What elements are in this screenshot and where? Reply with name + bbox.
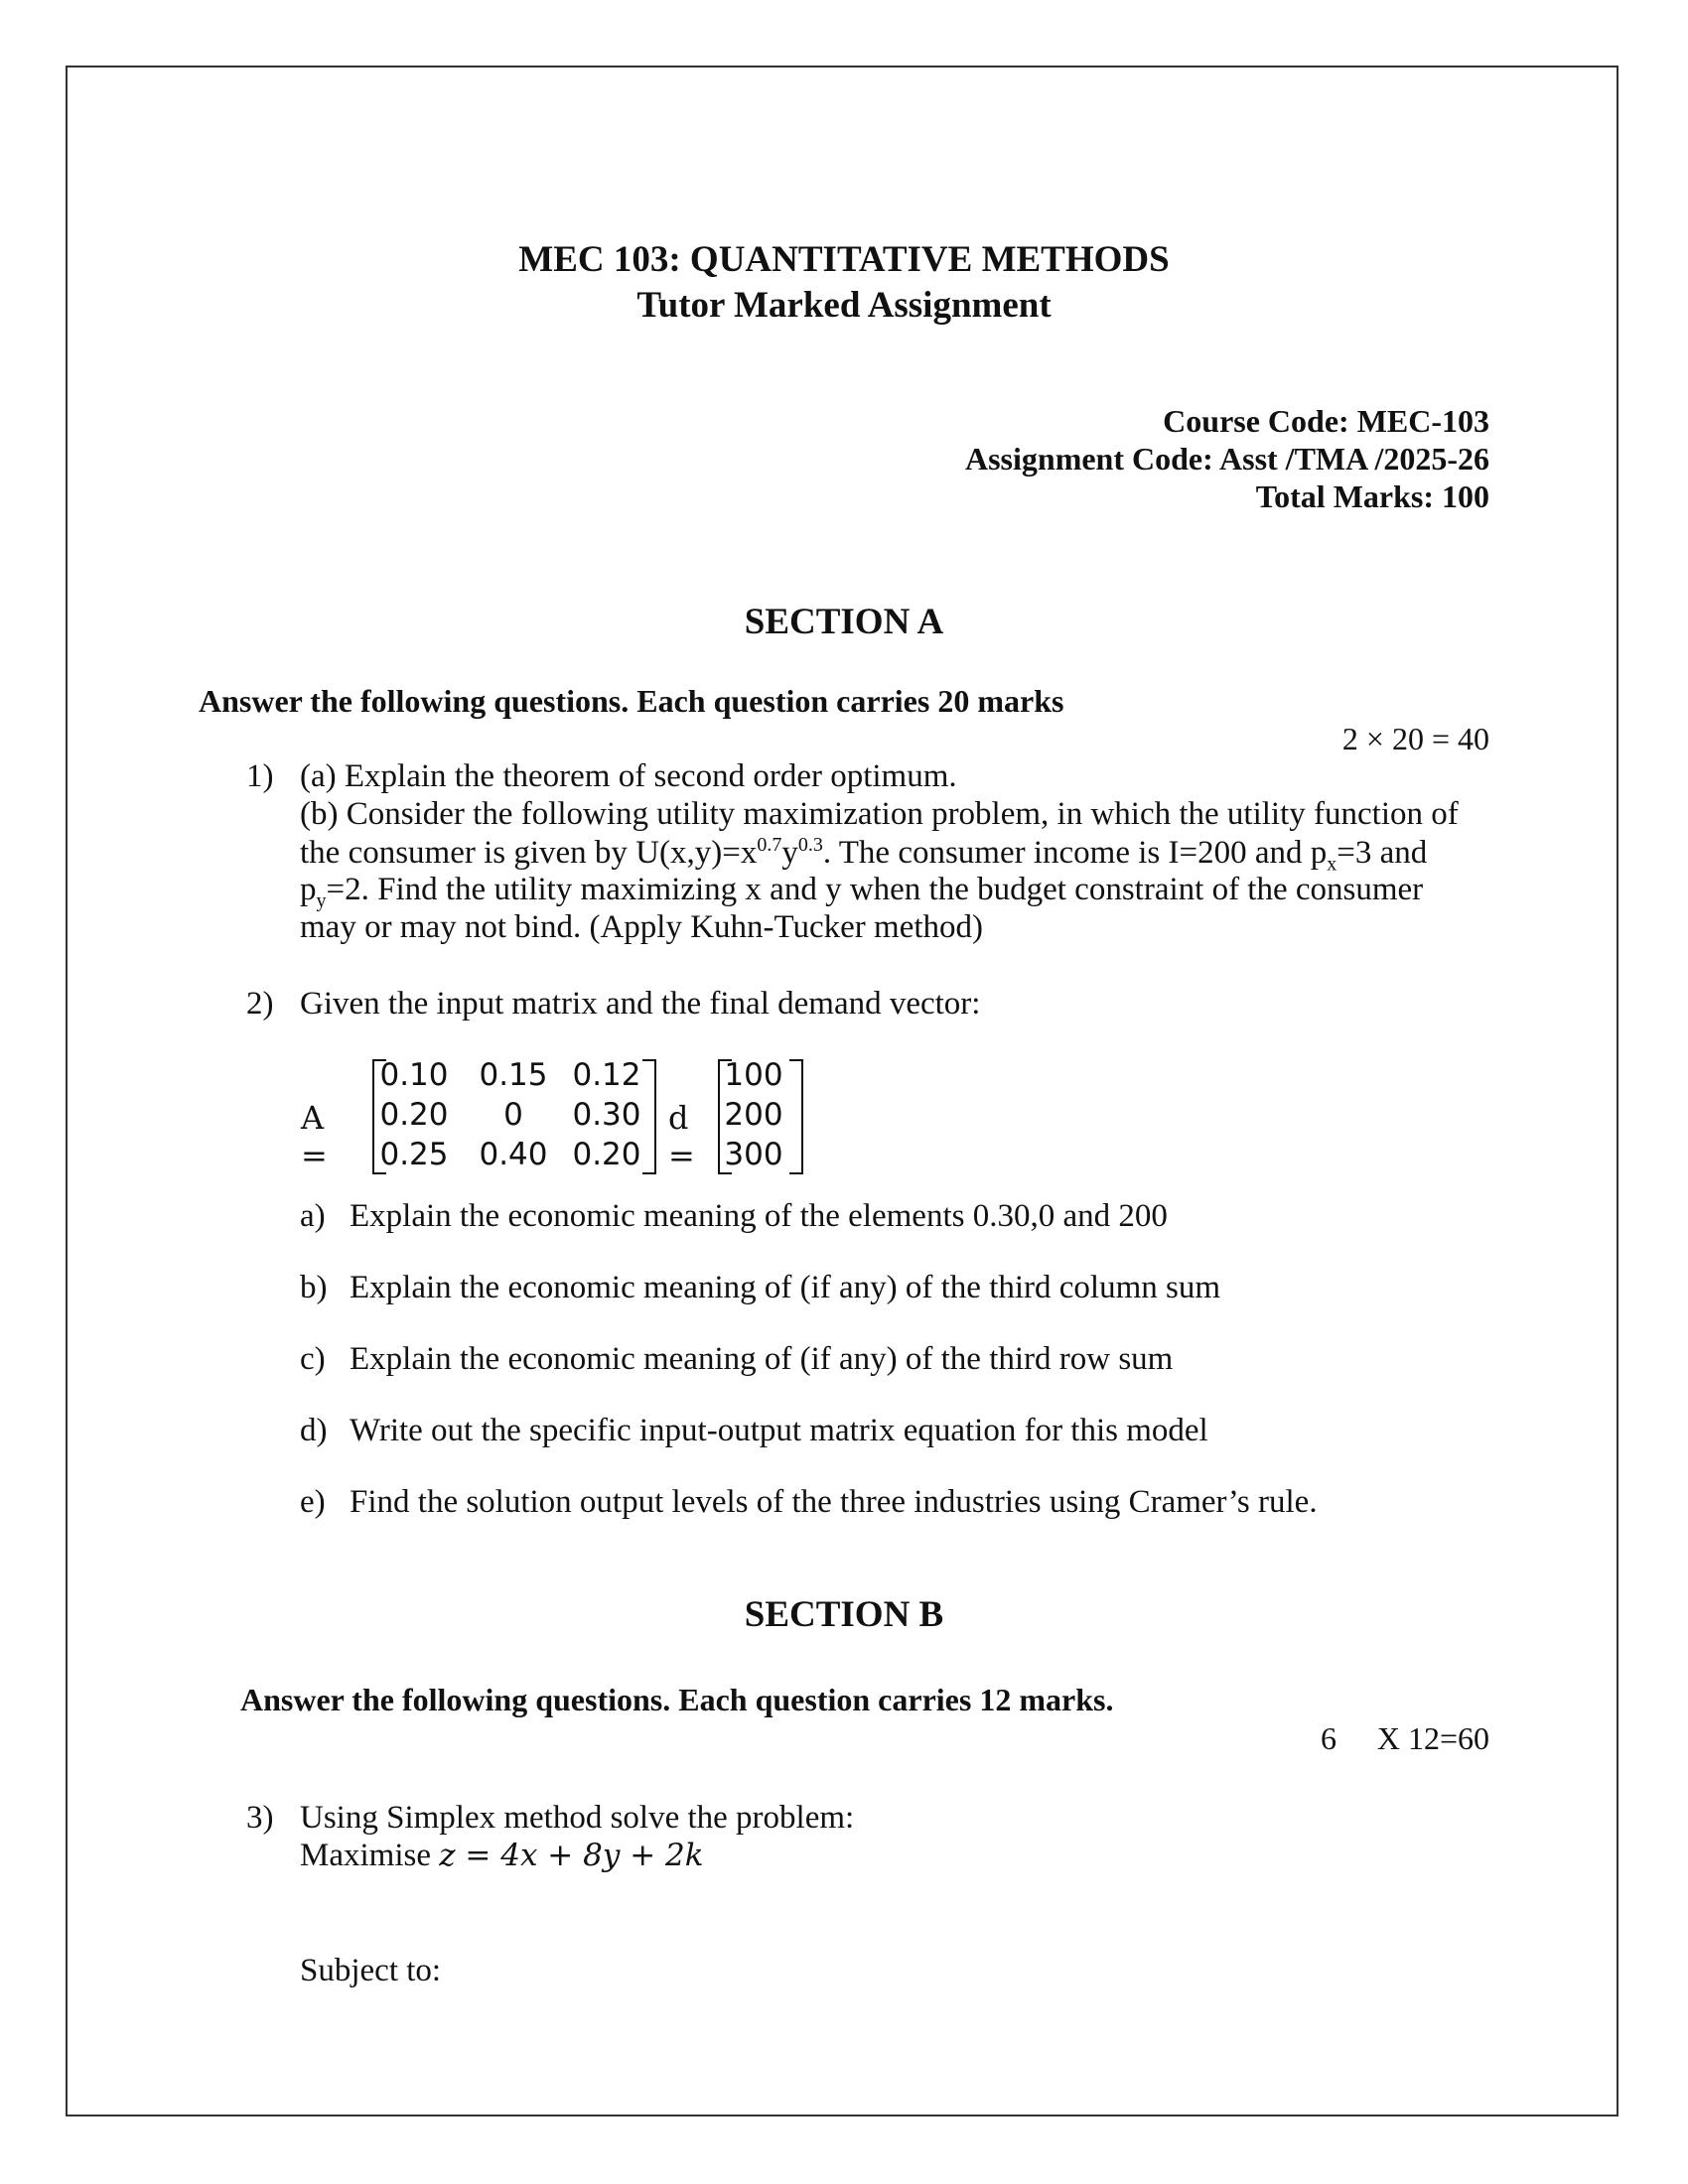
vector-right-bracket	[789, 1059, 803, 1174]
vector-cell: 200	[724, 1097, 783, 1133]
q1-part-b-line4: may or may not bind. (Apply Kuhn-Tucker method)	[300, 909, 984, 945]
section-b-heading: SECTION B	[744, 1594, 944, 1635]
section-b-marks-count: 6	[1321, 1720, 1336, 1756]
matrix-cell: 0.30	[572, 1097, 641, 1133]
matrix-cell: 0.10	[379, 1057, 449, 1093]
matrix-cell: 0.25	[379, 1137, 449, 1172]
vector-cell: 100	[724, 1057, 783, 1093]
question-number: 3)	[246, 1800, 274, 1836]
q2-item-text: Explain the economic meaning of (if any) of the third row sum	[350, 1341, 1174, 1377]
q1-text: =3 and	[1336, 835, 1428, 871]
section-a-instruction: Answer the following questions. Each question carries 20 marks	[199, 683, 1064, 719]
matrix-label: A =	[301, 1099, 328, 1174]
matrix-right-bracket	[642, 1059, 656, 1174]
q2-item-text: Write out the specific input-output matrix equation for this model	[350, 1413, 1208, 1448]
q2-item-label: e)	[300, 1484, 326, 1520]
q1-text: =2. Find the utility maximizing x and y when the budget constraint of the consumer	[326, 872, 1424, 907]
q2-intro: Given the input matrix and the final demand vector:	[300, 986, 981, 1022]
q2-item-label: d)	[300, 1413, 328, 1448]
q3-objective-line	[300, 1838, 704, 1874]
matrix-cell: 0.15	[479, 1057, 548, 1093]
matrix-cell: 0	[503, 1097, 523, 1133]
exponent: 0.3	[797, 834, 823, 856]
section-b-marks: X 12=60	[1376, 1720, 1489, 1756]
subject-to-label: Subject to:	[300, 1953, 442, 1988]
subscript: x	[1327, 853, 1337, 876]
q2-item-text: Explain the economic meaning of (if any) of the third column sum	[350, 1270, 1221, 1305]
total-marks: Total Marks: 100	[1255, 478, 1489, 514]
subscript: y	[316, 889, 327, 912]
vector-cell: 300	[724, 1137, 783, 1172]
q3-intro: Using Simplex method solve the problem:	[300, 1800, 855, 1836]
q2-item-text: Explain the economic meaning of the elements 0.30,0 and 200	[350, 1198, 1168, 1234]
q1-part-b-line1: (b) Consider the following utility maximization problem, in which the utility function of	[300, 796, 1459, 832]
matrix-cell: 0.40	[479, 1137, 548, 1172]
section-a-marks: 2 × 20 = 40	[1341, 721, 1489, 756]
question-number: 1)	[246, 758, 274, 794]
q1-part-b-line3	[300, 872, 1423, 913]
document-subtitle: Tutor Marked Assignment	[636, 285, 1052, 326]
course-code: Course Code: MEC-103	[1163, 403, 1489, 439]
q2-item-label: a)	[300, 1198, 326, 1234]
q1-text: the consumer is given by U(x,y)=x	[300, 835, 758, 871]
q1-text: . The consumer income is I=200 and p	[822, 835, 1328, 871]
matrix-cell: 0.20	[572, 1137, 641, 1172]
q1-text: y	[781, 835, 798, 871]
q1-part-b-line2	[300, 834, 1427, 877]
maximise-label: Maximise	[300, 1838, 431, 1873]
section-b-instruction: Answer the following questions. Each question carries 12 marks.	[240, 1682, 1114, 1717]
question-number: 2)	[246, 986, 274, 1022]
vector-label: d =	[668, 1099, 695, 1174]
document-title: MEC 103: QUANTITATIVE METHODS	[518, 239, 1170, 280]
q2-item-text: Find the solution output levels of the three industries using Cramer’s rule.	[350, 1484, 1318, 1520]
exponent: 0.7	[757, 834, 782, 856]
matrix-cell: 0.20	[379, 1097, 449, 1133]
q2-item-label: b)	[300, 1270, 328, 1305]
objective-function: z = 4x + 8y + 2k	[439, 1838, 704, 1873]
q1-text: p	[300, 872, 317, 907]
matrix-cell: 0.12	[572, 1057, 641, 1093]
assignment-code: Assignment Code: Asst /TMA /2025-26	[964, 441, 1489, 477]
q1-part-a: (a) Explain the theorem of second order optimum.	[300, 758, 957, 794]
section-a-heading: SECTION A	[744, 602, 944, 642]
q2-item-label: c)	[300, 1341, 326, 1377]
